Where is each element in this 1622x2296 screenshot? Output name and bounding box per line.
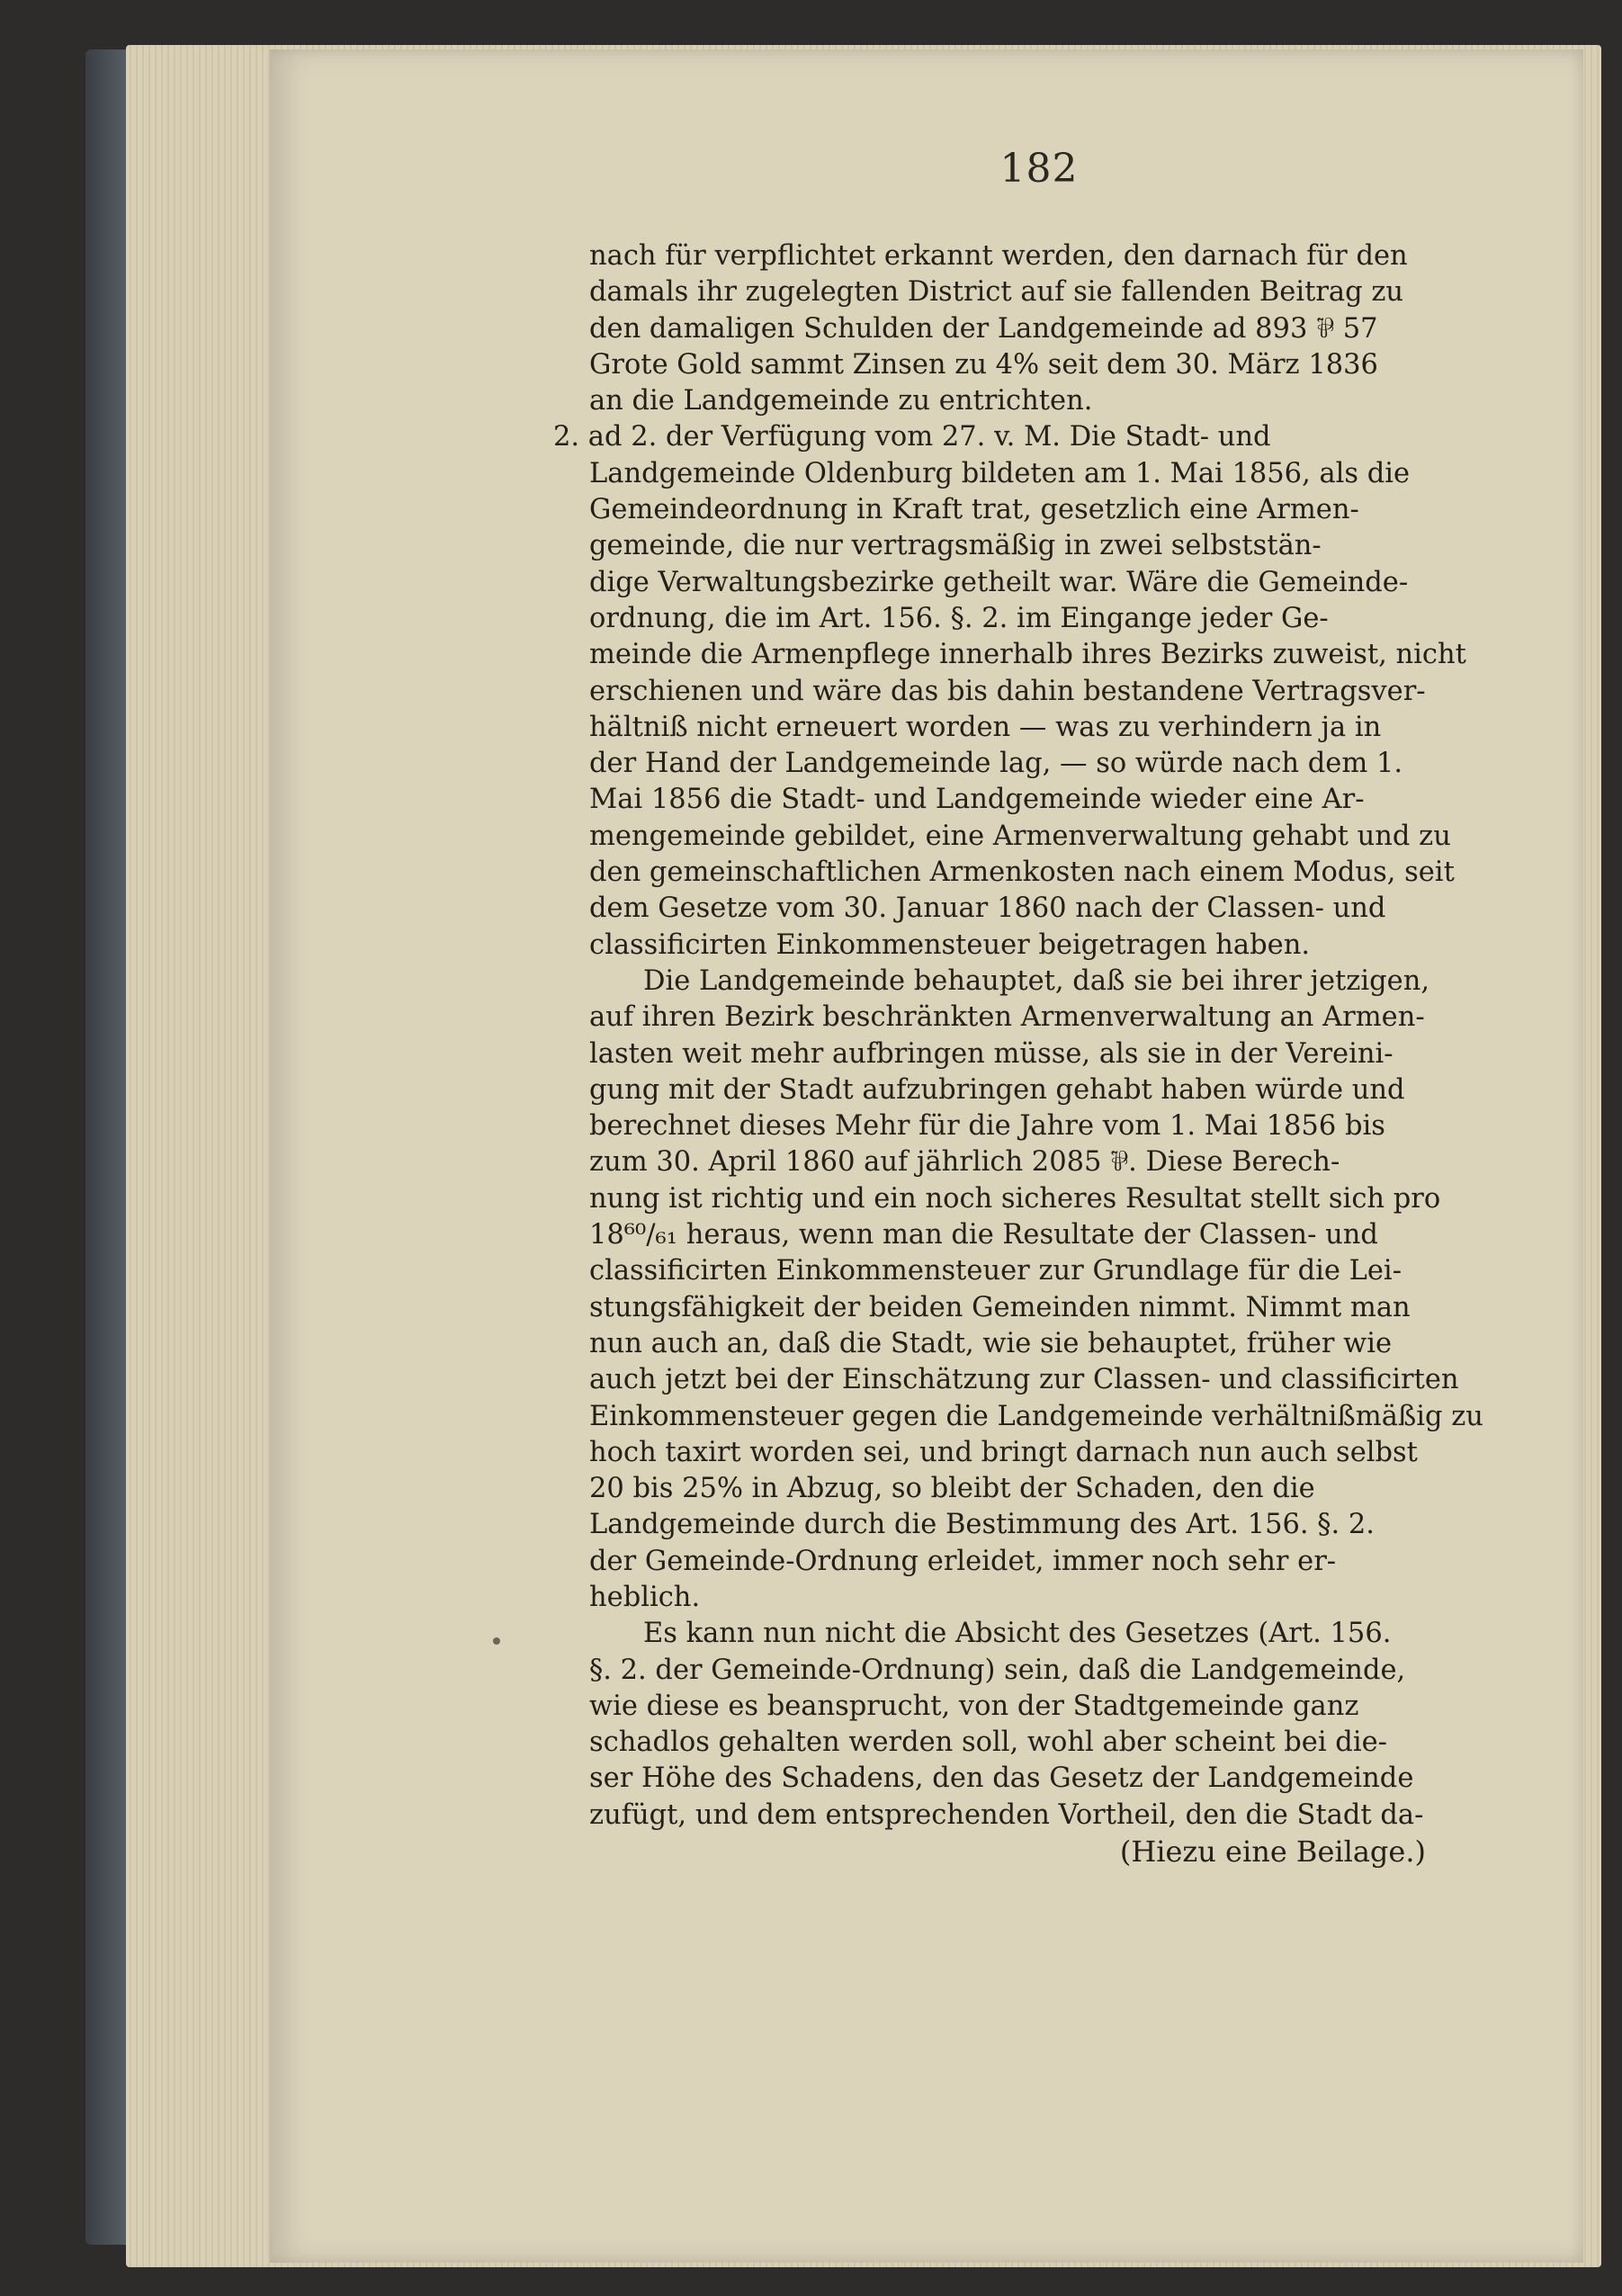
- text-line: lasten weit mehr aufbringen müsse, als sie in der Vereini-: [589, 1037, 1393, 1070]
- text-line: an die Landgemeinde zu entrichten.: [589, 385, 1093, 417]
- text-line: auf ihren Bezirk beschränkten Armenverwaltung an Armen-: [589, 1001, 1425, 1034]
- text-line: heblich.: [589, 1581, 701, 1613]
- text-line: der Hand der Landgemeinde lag, — so würde nach dem 1.: [589, 748, 1403, 780]
- text-line: Einkommensteuer gegen die Landgemeinde verhältnißmäßig zu: [589, 1400, 1483, 1432]
- text-line: den damaligen Schulden der Landgemeinde ad 893 ⅌ 57: [589, 312, 1378, 345]
- text-line: gemeinde, die nur vertragsmäßig in zwei selbststän-: [589, 530, 1322, 562]
- text-line: stungsfähigkeit der beiden Gemeinden nimmt. Nimmt man: [589, 1291, 1411, 1323]
- text-line: 20 bis 25% in Abzug, so bleibt der Schaden, den die: [589, 1473, 1315, 1505]
- text-line: mengemeinde gebildet, eine Armenverwaltung gehabt und zu: [589, 820, 1451, 852]
- text-line: den gemeinschaftlichen Armenkosten nach einem Modus, seit: [589, 857, 1455, 889]
- text-line: Gemeindeordnung in Kraft trat, gesetzlich eine Armen-: [589, 494, 1359, 526]
- text-line: §. 2. der Gemeinde-Ordnung) sein, daß die Landgemeinde,: [589, 1654, 1406, 1686]
- text-line: Es kann nun nicht die Absicht des Gesetzes (Art. 156.: [643, 1618, 1392, 1650]
- text-line: Die Landgemeinde behauptet, daß sie bei ihrer jetzigen,: [643, 964, 1430, 997]
- text-line: classificirten Einkommensteuer beigetragen haben.: [589, 928, 1311, 961]
- text-line: dige Verwaltungsbezirke getheilt war. Wäre die Gemeinde-: [589, 566, 1409, 598]
- text-line: hoch taxirt worden sei, und bringt darnach nun auch selbst: [589, 1436, 1418, 1468]
- text-line: dem Gesetze vom 30. Januar 1860 nach der Classen- und: [589, 892, 1386, 925]
- text-line: ser Höhe des Schadens, den das Gesetz der Landgemeinde: [589, 1762, 1414, 1795]
- text-line: classificirten Einkommensteuer zur Grundlage für die Lei-: [589, 1255, 1402, 1287]
- page-number: 182: [999, 146, 1079, 192]
- text-line: gung mit der Stadt aufzubringen gehabt haben würde und: [589, 1073, 1405, 1106]
- footer-note: (Hiezu eine Beilage.): [1119, 1834, 1426, 1870]
- text-line: hältniß nicht erneuert worden — was zu verhindern ja in: [589, 711, 1382, 743]
- text-line: Landgemeinde durch die Bestimmung des Art. 156. §. 2.: [589, 1509, 1376, 1541]
- paper-spot: [493, 1637, 500, 1645]
- text-line: auch jetzt bei der Einschätzung zur Classen- und classificirten: [589, 1364, 1459, 1396]
- text-line: zum 30. April 1860 auf jährlich 2085 ⅌. Diese Berech-: [589, 1146, 1340, 1179]
- text-line: 2. ad 2. der Verfügung vom 27. v. M. Die Stadt- und: [553, 421, 1271, 453]
- text-line: ordnung, die im Art. 156. §. 2. im Eingange jeder Ge-: [589, 602, 1329, 634]
- text-line: zufügt, und dem entsprechenden Vortheil, den die Stadt da-: [589, 1798, 1424, 1831]
- text-line: der Gemeinde-Ordnung erleidet, immer noch sehr er-: [589, 1545, 1337, 1577]
- body-text: [553, 238, 1489, 1870]
- text-line: nun auch an, daß die Stadt, wie sie behauptet, früher wie: [589, 1327, 1393, 1359]
- text-line: berechnet dieses Mehr für die Jahre vom 1. Mai 1856 bis: [589, 1110, 1385, 1143]
- text-line: 18⁶⁰/₆₁ heraus, wenn man die Resultate der Classen- und: [589, 1219, 1378, 1251]
- text-line: Landgemeinde Oldenburg bildeten am 1. Mai 1856, als die: [589, 457, 1411, 489]
- text-line: meinde die Armenpflege innerhalb ihres Bezirks zuweist, nicht: [589, 639, 1466, 671]
- text-line: Mai 1856 die Stadt- und Landgemeinde wieder eine Ar-: [589, 784, 1365, 816]
- text-line: nung ist richtig und ein noch sicheres Resultat stellt sich pro: [589, 1182, 1441, 1215]
- text-line: nach für verpflichtet erkannt werden, den darnach für den: [589, 240, 1408, 272]
- text-line: damals ihr zugelegten District auf sie fallenden Beitrag zu: [589, 276, 1404, 309]
- text-line: Grote Gold sammt Zinsen zu 4% seit dem 30. März 1836: [589, 348, 1378, 381]
- text-line: wie diese es beansprucht, von der Stadtgemeinde ganz: [589, 1690, 1359, 1722]
- text-line: erschienen und wäre das bis dahin bestandene Vertragsver-: [589, 675, 1426, 707]
- text-line: schadlos gehalten werden soll, wohl aber scheint bei die-: [589, 1726, 1387, 1759]
